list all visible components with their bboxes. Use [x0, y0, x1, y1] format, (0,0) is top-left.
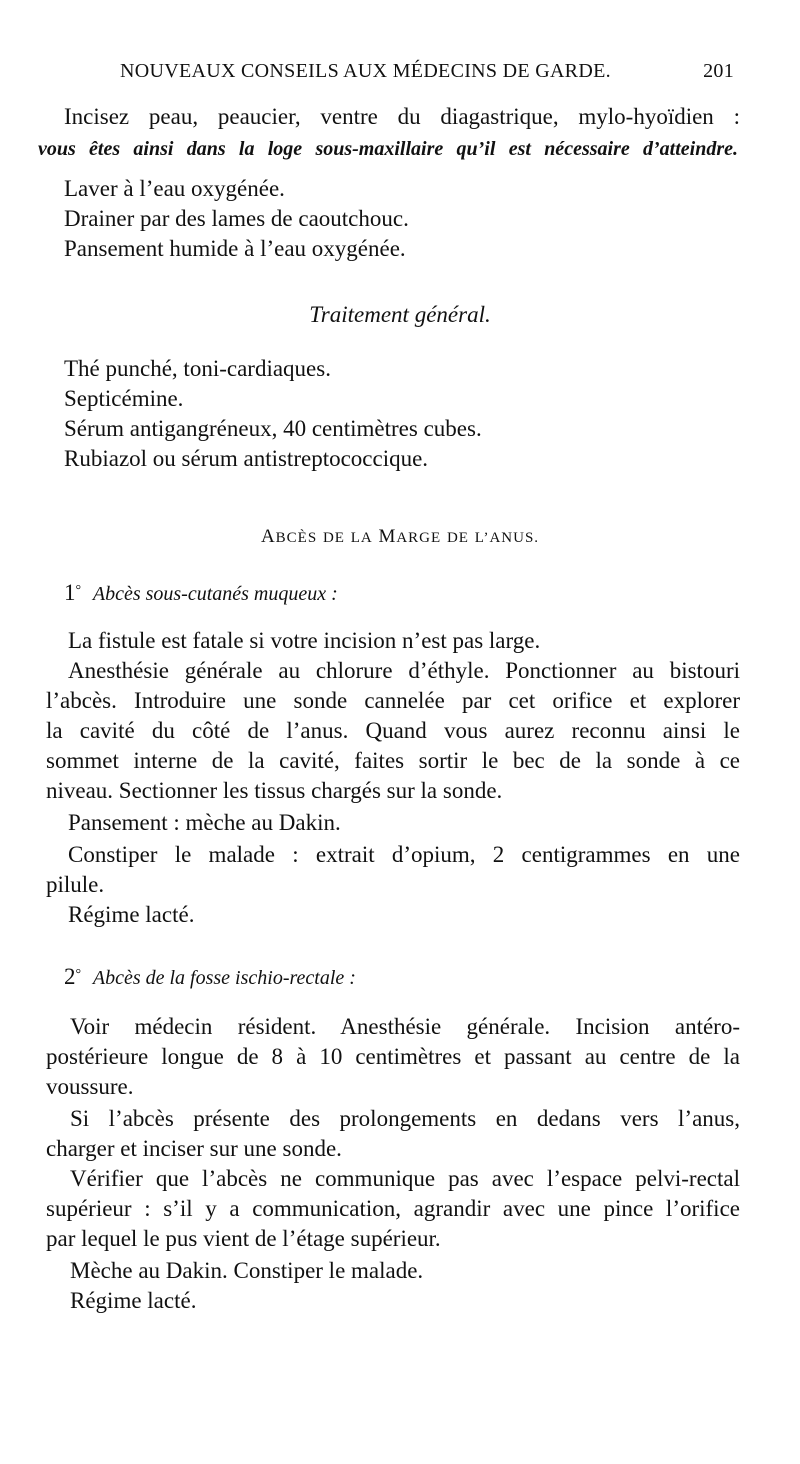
- body-line: sommet interne de la cavité, faites sortir le bec de la sonde à ce: [46, 748, 740, 773]
- list-item: Septicémine.: [64, 386, 184, 411]
- subsection-title: 1° Abcès sous-cutanés muqueux :: [64, 580, 338, 605]
- body-line: Régime lacté.: [70, 1288, 197, 1313]
- section-heading-small-caps: ABCÈS DE LA MARGE DE L’ANUS.: [260, 526, 540, 547]
- body-line: Mèche au Dakin. Constiper le malade.: [70, 1258, 424, 1283]
- body-line: Anesthésie générale au chlorure d’éthyle. Ponctionner au bistouri: [68, 658, 740, 683]
- running-title: NOUVEAUX CONSEILS AUX MÉDECINS DE GARDE.: [120, 60, 611, 82]
- body-line: supérieur : s’il y a communication, agrandir avec une pince l’orifice: [46, 1196, 740, 1221]
- body-line: Constiper le malade : extrait d’opium, 2 centigrammes en une: [68, 842, 740, 867]
- subsection-title: 2° Abcès de la fosse ischio-rectale :: [64, 964, 356, 989]
- body-line: l’abcès. Introduire une sonde cannelée par cet orifice et explorer: [46, 688, 740, 713]
- body-line: La fistule est fatale si votre incision n’est pas large.: [68, 628, 541, 653]
- body-line: Incisez peau, peaucier, ventre du diagastrique, mylo-hyoïdien :: [64, 104, 740, 129]
- list-item: Pansement humide à l’eau oxygénée.: [64, 236, 406, 261]
- page-number: 201: [703, 60, 734, 82]
- body-line: par lequel le pus vient de l’étage supérieur.: [46, 1226, 441, 1251]
- body-line: niveau. Sectionner les tissus chargés sur la sonde.: [46, 778, 503, 803]
- body-line: postérieure longue de 8 à 10 centimètres et passant au centre de la: [46, 1044, 740, 1069]
- list-item: Laver à l’eau oxygénée.: [64, 176, 285, 201]
- list-item: Sérum antigangréneux, 40 centimètres cubes.: [64, 416, 482, 441]
- list-item: Rubiazol ou sérum antistreptococcique.: [64, 446, 429, 471]
- body-line: la cavité du côté de l’anus. Quand vous aurez reconnu ainsi le: [46, 718, 740, 743]
- body-line: voussure.: [46, 1074, 134, 1099]
- body-line: Si l’abcès présente des prolongements en dedans vers l’anus,: [70, 1106, 740, 1131]
- body-line: Vérifier que l’abcès ne communique pas avec l’espace pelvi-rectal: [70, 1166, 740, 1191]
- body-line: Pansement : mèche au Dakin.: [68, 810, 341, 835]
- list-item: Drainer par des lames de caoutchouc.: [64, 206, 409, 231]
- body-line: Voir médecin résident. Anesthésie générale. Incision antéro-: [70, 1014, 740, 1039]
- page-header: [120, 60, 740, 90]
- body-line: pilule.: [46, 872, 105, 897]
- body-line: Régime lacté.: [68, 902, 195, 927]
- body-line: charger et inciser sur une sonde.: [46, 1136, 342, 1161]
- body-line-italic: vous êtes ainsi dans la loge sous-maxillaire qu’il est nécessaire d’atteindre.: [38, 138, 738, 160]
- section-heading: Traitement général.: [309, 302, 491, 327]
- subsection-number: 2: [64, 964, 76, 989]
- list-item: Thé punché, toni-cardiaques.: [64, 356, 331, 381]
- subsection-number: 1: [64, 580, 76, 605]
